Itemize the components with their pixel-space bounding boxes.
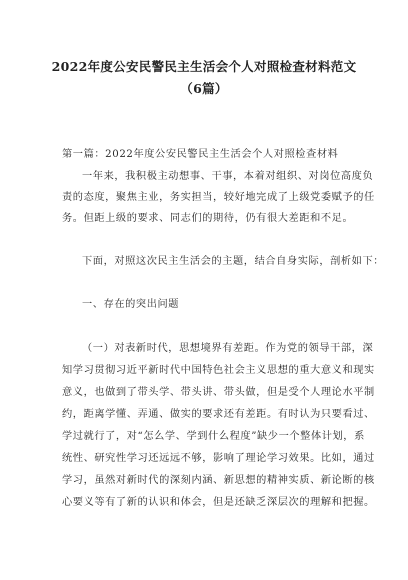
body-line: 统性、研究性学习还远远不够，影响了理论学习效果。比如，通过 [62,453,375,464]
document-title: 2022年度公安民警民主生活会个人对照检查材料范文 [51,59,357,74]
body-line: （一）对表新时代，思想境界有差距。作为党的领导干部，深 [82,343,374,354]
section-heading: 第一篇：2022年度公安民警民主生活会个人对照检查材料 [62,149,339,160]
intro-line: 务。但距上级的要求、同志们的期待，仍有很大差距和不足。 [62,213,354,224]
body-line: 学习，虽然对新时代的深刻内涵、新思想的精神实质、新论断的核 [62,475,375,486]
body-line: 约，距离学懂、弄通、做实的要求还有差距。有时认为只要看过、 [62,409,375,420]
transition-line: 下面，对照这次民主生活会的主题，结合自身实际，剖析如下： [82,256,385,267]
body-line: 意义，也做到了带头学、带头讲、带头做，但是受个人理论水平制 [62,387,375,398]
intro-line: 责的态度，聚焦主业，务实担当，较好地完成了上级党委赋予的任 [62,192,375,203]
document-subtitle: （6篇） [180,81,228,96]
body-line: 心要义等有了新的认识和体会，但是还缺乏深层次的理解和把握。 [62,497,375,508]
intro-line: 一年来，我积极主动想事、干事，本着对组织、对岗位高度负 [82,171,374,182]
problem-heading: 一、存在的突出问题 [82,299,180,310]
body-line: 知学习贯彻习近平新时代中国特色社会主义思想的重大意义和现实 [62,365,375,376]
body-line: 学过就行了，对“怎么学、学到什么程度”缺少一个整体计划，系 [62,431,365,442]
